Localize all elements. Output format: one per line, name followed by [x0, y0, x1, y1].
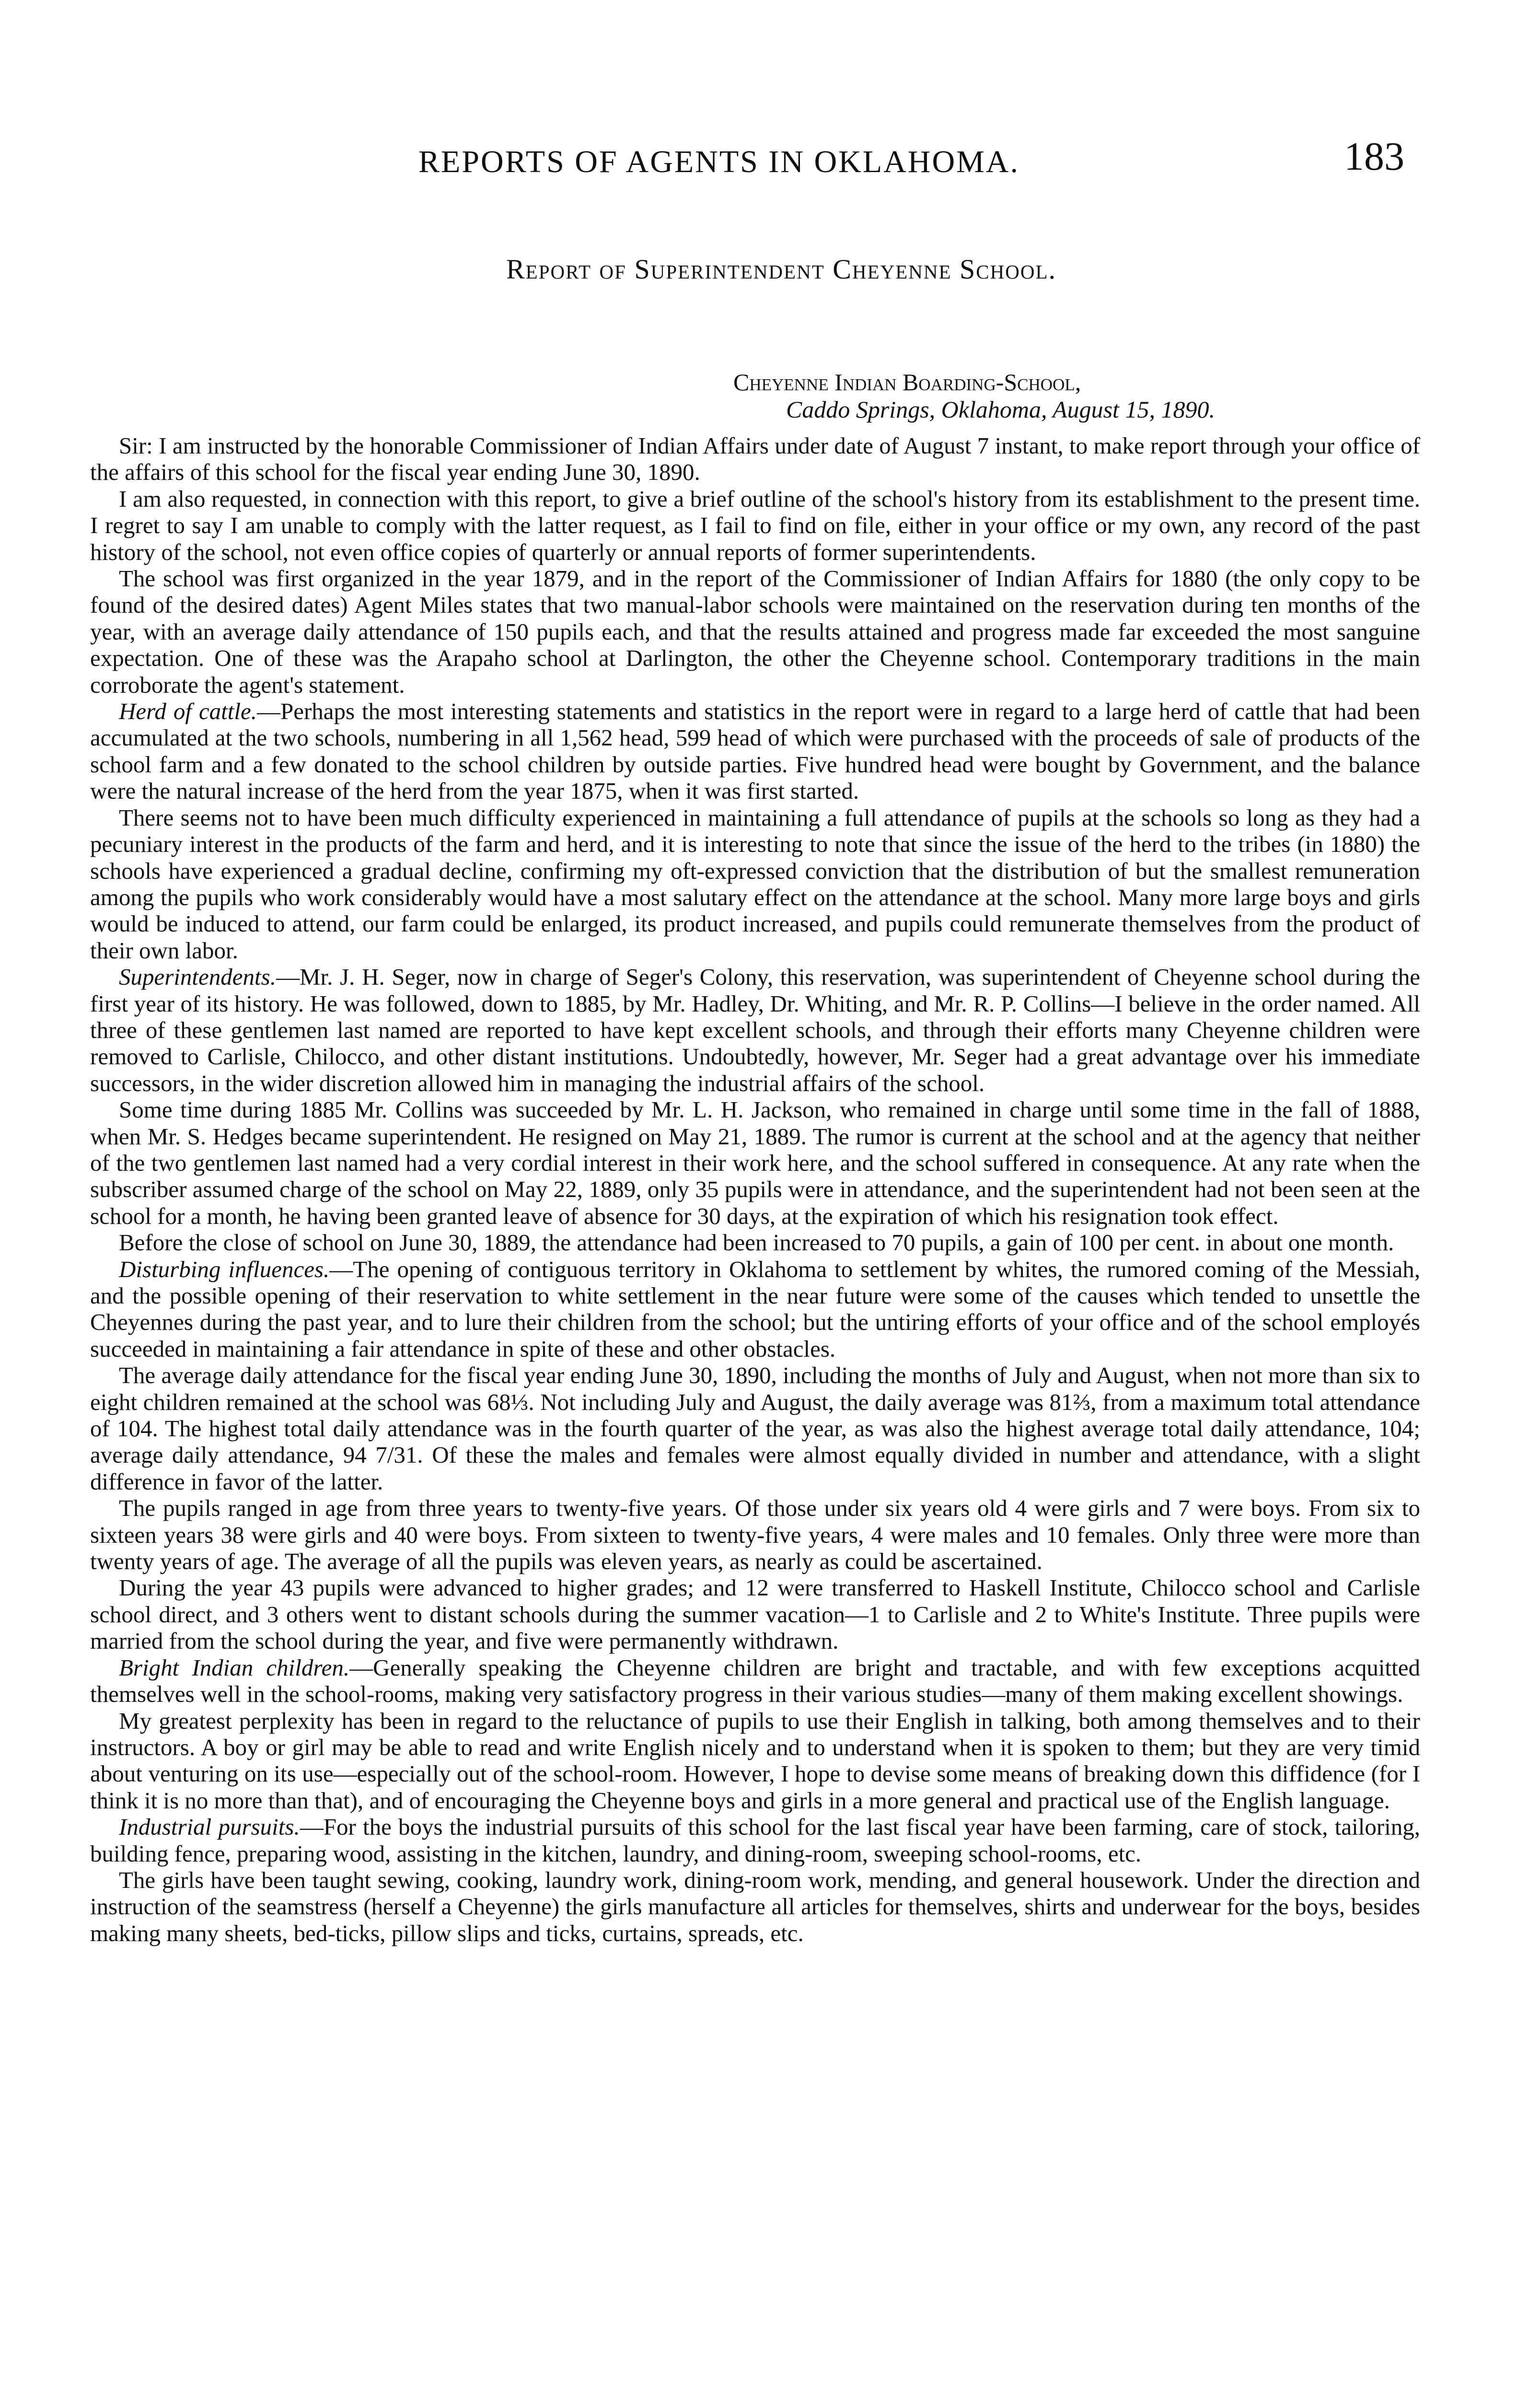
paragraph-side-heading: Herd of cattle. [119, 698, 257, 725]
paragraph-text: During the year 43 pupils were advanced to higher grades; and 12 were transferred to Haskell Institute, Chilocco school and Carlisle school direct, and 3 others went to distant schools during the summer vacation—1 to Carlisle and 2 to White's Institute. Three pupils were married from the school during the year, and five were permanently withdrawn. [90, 1574, 1420, 1654]
paragraph-text: —For the boys the industrial pursuits of this school for the last fiscal year have been farming, care of stock, tailoring, building fence, preparing wood, assisting in the kitchen, laundry, and dining-room, sweeping school-rooms, etc. [90, 1814, 1420, 1867]
page-number: 183 [1344, 134, 1404, 179]
body-paragraph [90, 1708, 1420, 1814]
paragraph-text: Sir: I am instructed by the honorable Commissioner of Indian Affairs under date of August 7 instant, to make report through your office of the affairs of this school for the fiscal year ending June 30, 1890. [90, 432, 1420, 486]
body-paragraph [90, 1096, 1420, 1229]
body-paragraph [90, 1229, 1420, 1256]
body-paragraph [90, 1574, 1420, 1654]
body-paragraph [90, 1814, 1420, 1867]
paragraph-side-heading: Bright Indian children. [119, 1654, 350, 1681]
paragraph-text: The girls have been taught sewing, cooking, laundry work, dining-room work, mending, and general housework. Under the direction and instruction of the seamstress (herself a Cheyenne) the girls manufacture all articles for themselves, shirts and underwear for the boys, besides making many sheets, bed-ticks, pillow slips and ticks, curtains, spreads, etc. [90, 1866, 1420, 1946]
body-paragraph [90, 432, 1420, 486]
paragraph-text: There seems not to have been much difficulty experienced in maintaining a full attendance of pupils at the schools so long as they had a pecuniary interest in the products of the farm and herd, and it is interesting to note that since the issue of the herd to the tribes (in 1880) the schools have experienced a gradual decline, confirming my oft-expressed conviction that the distribution of but the smallest remuneration among the pupils who work considerably would have a most salutary effect on the attendance at the school. Many more large boys and girls would be induced to attend, our farm could be enlarged, its product increased, and pupils could remunerate themselves from the product of their own labor. [90, 804, 1420, 964]
report-body [90, 432, 1420, 1946]
report-title: Report of Superintendent Cheyenne School. [506, 254, 1057, 285]
body-paragraph [90, 1867, 1420, 1946]
body-paragraph [90, 1495, 1420, 1574]
paragraph-text: The average daily attendance for the fiscal year ending June 30, 1890, including the months of July and August, when not more than six to eight children remained at the school was 68⅓. Not including July and August, the daily average was 81⅔, from a maximum total attendance of 104. The highest total daily attendance was in the fourth quarter of the year, as was also the highest average total daily attendance, 104; average daily attendance, 94 7/31. Of these the males and females were almost equally divided in number and attendance, with a slight difference in favor of the latter. [90, 1362, 1420, 1495]
paragraph-side-heading: Superintendents. [119, 964, 276, 990]
paragraph-text: The school was first organized in the year 1879, and in the report of the Commissioner of Indian Affairs for 1880 (the only copy to be found of the desired dates) Agent Miles states that two manual-labor schools were maintained on the reservation during ten months of the year, with an average daily attendance of 150 pupils each, and that the results attained and progress made far exceeded the most sanguine expectation. One of these was the Arapaho school at Darlington, the other the Cheyenne school. Contemporary traditions in the main corroborate the agent's statement. [90, 565, 1420, 698]
body-paragraph [90, 1256, 1420, 1362]
paragraph-text: —The opening of contiguous territory in Oklahoma to settlement by whites, the rumored coming of the Messiah, and the possible opening of their reservation to white settlement in the near future were some of the causes which tended to unsettle the Cheyennes during the past year, and to lure their children from the school; but the untiring efforts of your office and of the school employés succeeded in maintaining a fair attendance in spite of these and other obstacles. [90, 1256, 1420, 1362]
paragraph-text: I am also requested, in connection with this report, to give a brief outline of the school's history from its establishment to the present time. I regret to say I am unable to comply with the latter request, as I fail to find on file, either in your office or my own, any record of the past history of the school, not even office copies of quarterly or annual reports of former superintendents. [90, 485, 1420, 565]
dateline-place-date: Caddo Springs, Oklahoma, August 15, 1890. [786, 396, 1215, 423]
paragraph-text: Some time during 1885 Mr. Collins was succeeded by Mr. L. H. Jackson, who remained in charge until some time in the fall of 1888, when Mr. S. Hedges became superintendent. He resigned on May 21, 1889. The rumor is current at the school and at the agency that neither of the two gentlemen last named had a very cordial interest in their work here, and the school suffered in consequence. At any rate when the subscriber assumed charge of the school on May 22, 1889, only 35 pupils were in attendance, and the superintendent had not been seen at the school for a month, he having been granted leave of absence for 30 days, at the expiration of which his resignation took effect. [90, 1096, 1420, 1229]
paragraph-text: My greatest perplexity has been in regard to the reluctance of pupils to use their English in talking, both among themselves and to their instructors. A boy or girl may be able to read and write English nicely and to understand when it is spoken to them; but they are very timid about venturing on its use—especially out of the school-room. However, I hope to devise some means of breaking down this diffidence (for I think it is no more than that), and of encouraging the Cheyenne boys and girls in a more general and practical use of the English language. [90, 1707, 1420, 1814]
body-paragraph [90, 698, 1420, 804]
paragraph-text: Before the close of school on June 30, 1889, the attendance had been increased to 70 pupils, a gain of 100 per cent. in about one month. [119, 1229, 1394, 1256]
body-paragraph [90, 804, 1420, 964]
paragraph-text: —Perhaps the most interesting statements and statistics in the report were in regard to a large herd of cattle that had been accumulated at the two schools, numbering in all 1,562 head, 599 head of which were purchased with the proceeds of sale of products of the school farm and a few donated to the school children by outside parties. Five hundred head were bought by Government, and the balance were the natural increase of the herd from the year 1875, when it was first started. [90, 698, 1420, 804]
body-paragraph [90, 964, 1420, 1096]
dateline-institution: Cheyenne Indian Boarding-School, [733, 369, 1081, 396]
paragraph-text: —Mr. J. H. Seger, now in charge of Seger's Colony, this reservation, was superintendent of Cheyenne school during the first year of its history. He was followed, down to 1885, by Mr. Hadley, Dr. Whiting, and Mr. R. P. Collins—I believe in the order named. All three of these gentlemen last named are reported to have kept excellent schools, and through their efforts many Cheyenne children were removed to Carlisle, Chilocco, and other distant institutions. Undoubtedly, however, Mr. Seger had a great advantage over his immediate successors, in the wider discretion allowed him in managing the industrial affairs of the school. [90, 964, 1420, 1096]
running-head: REPORTS OF AGENTS IN OKLAHOMA. [418, 144, 1019, 179]
paragraph-text: The pupils ranged in age from three years to twenty-five years. Of those under six years old 4 were girls and 7 were boys. From six to sixteen years 38 were girls and 40 were boys. From sixteen to twenty-five years, 4 were males and 10 females. Only three were more than twenty years of age. The average of all the pupils was eleven years, as nearly as could be ascertained. [90, 1495, 1420, 1575]
body-paragraph [90, 486, 1420, 565]
paragraph-side-heading: Disturbing influences. [119, 1256, 330, 1282]
paragraph-text: —Generally speaking the Cheyenne children are bright and tractable, and with few exceptions acquitted themselves well in the school-rooms, making very satisfactory progress in their various studies—many of them making excellent showings. [90, 1654, 1420, 1708]
body-paragraph [90, 565, 1420, 698]
paragraph-side-heading: Industrial pursuits. [119, 1814, 300, 1840]
body-paragraph [90, 1654, 1420, 1708]
body-paragraph [90, 1362, 1420, 1495]
